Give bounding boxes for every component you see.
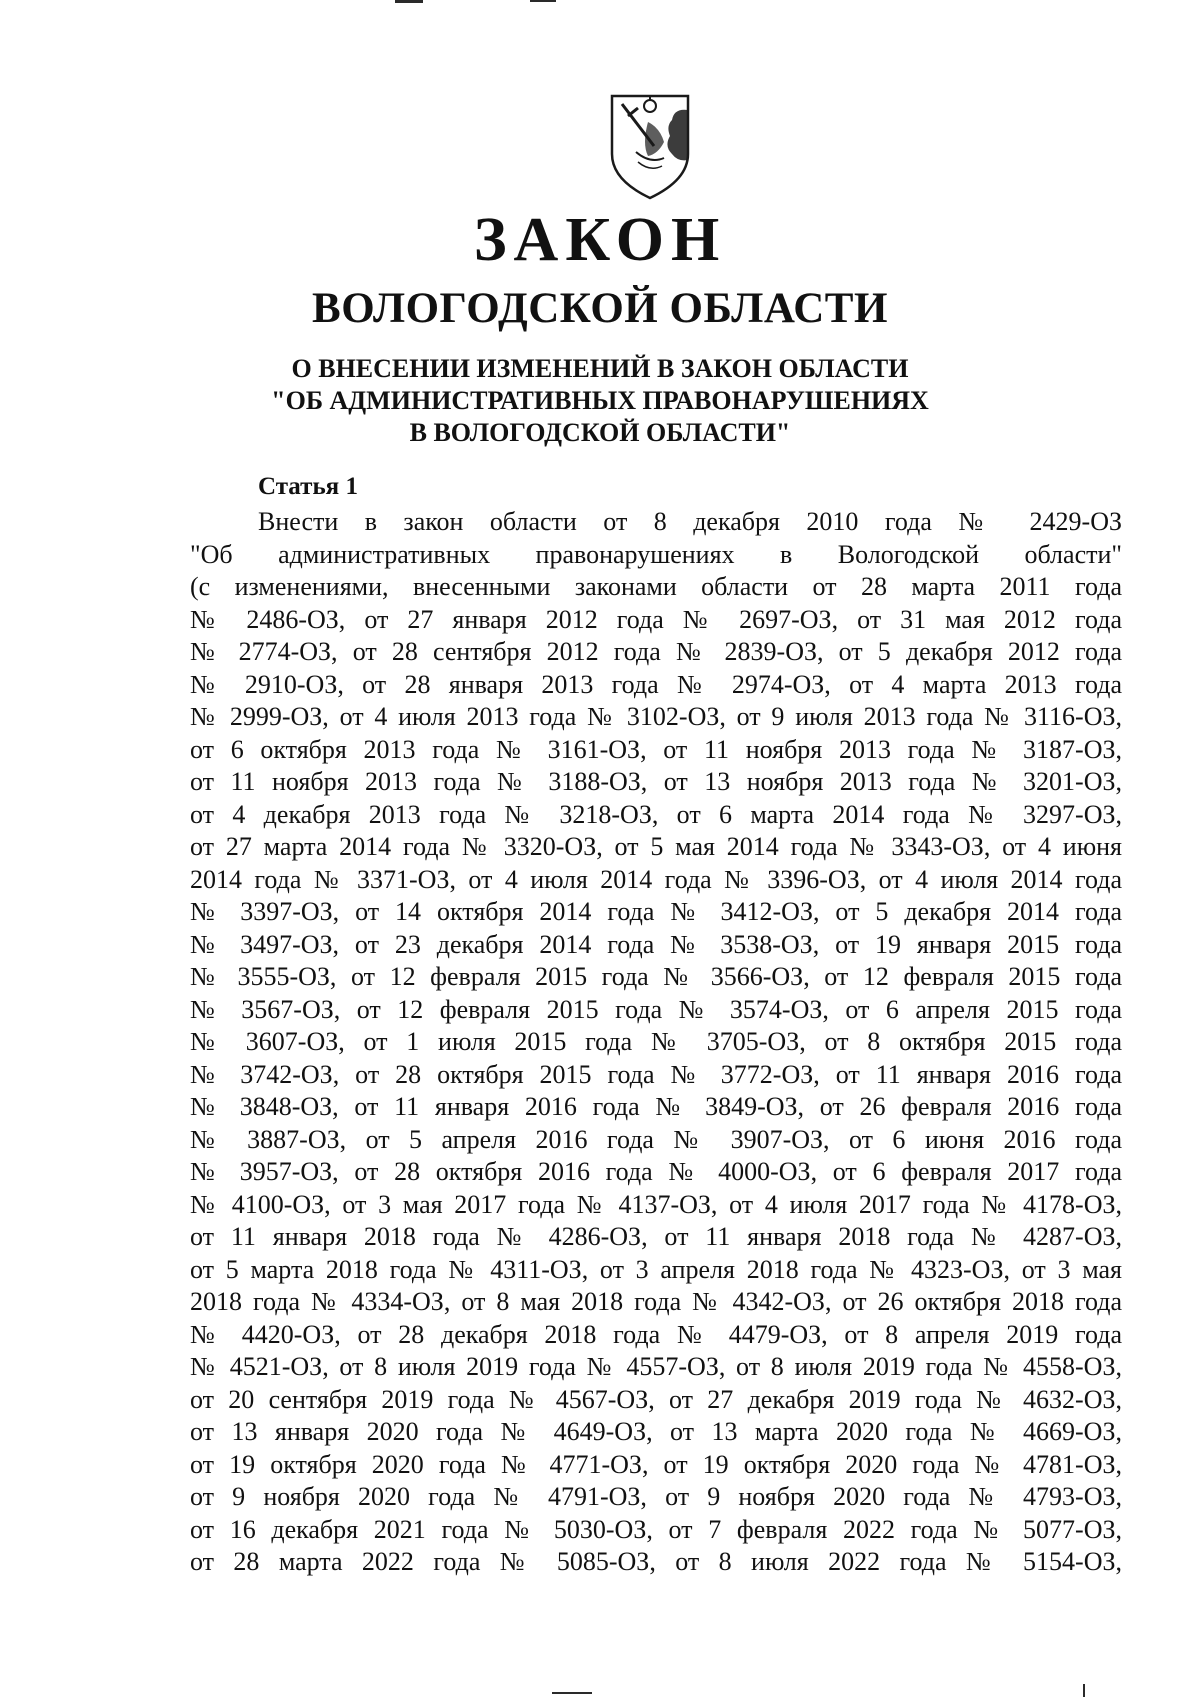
body-line: № 3497-ОЗ, от 23 декабря 2014 года № 3538-ОЗ, от 19 января 2015 года [190, 929, 1122, 959]
body-line: № 3397-ОЗ, от 14 октября 2014 года № 3412-ОЗ, от 5 декабря 2014 года [190, 897, 1122, 926]
body-line: № 2910-ОЗ, от 28 января 2013 года № 2974-ОЗ, от 4 марта 2013 года [190, 669, 1122, 699]
article-heading: Статья 1 [258, 473, 358, 500]
body-line: № 4521-ОЗ, от 8 июля 2019 года № 4557-ОЗ, от 8 июля 2019 года № 4558-ОЗ, [190, 1352, 1122, 1381]
body-line: № 3848-ОЗ, от 11 января 2016 года № 3849-ОЗ, от 26 февраля 2016 года [190, 1092, 1122, 1121]
coat-of-arms-icon [608, 92, 692, 202]
law-subject-line: "ОБ АДМИНИСТРАТИВНЫХ ПРАВОНАРУШЕНИЯХ [271, 386, 929, 415]
scan-artifact-top-right [530, 0, 556, 2]
body-line: от 6 октября 2013 года № 3161-ОЗ, от 11 ноября 2013 года № 3187-ОЗ, [190, 734, 1122, 764]
article-body [190, 506, 1122, 1579]
body-line: № 4420-ОЗ, от 28 декабря 2018 года № 4479-ОЗ, от 8 апреля 2019 года [190, 1319, 1122, 1349]
body-line: от 11 ноября 2013 года № 3188-ОЗ, от 13 ноября 2013 года № 3201-ОЗ, [190, 767, 1122, 796]
law-subject [0, 353, 1200, 449]
body-line: № 2486-ОЗ, от 27 января 2012 года № 2697-ОЗ, от 31 мая 2012 года [190, 604, 1122, 634]
body-line: № 3887-ОЗ, от 5 апреля 2016 года № 3907-ОЗ, от 6 июня 2016 года [190, 1124, 1122, 1154]
body-line: 2014 года № 3371-ОЗ, от 4 июля 2014 года № 3396-ОЗ, от 4 июля 2014 года [190, 864, 1122, 894]
body-line: Внести в закон области от 8 декабря 2010 года № 2429-ОЗ [258, 507, 1122, 536]
body-line: от 13 января 2020 года № 4649-ОЗ, от 13 марта 2020 года № 4669-ОЗ, [190, 1417, 1122, 1446]
body-line: от 11 января 2018 года № 4286-ОЗ, от 11 января 2018 года № 4287-ОЗ, [190, 1222, 1122, 1251]
body-line: № 3607-ОЗ, от 1 июля 2015 года № 3705-ОЗ, от 8 октября 2015 года [190, 1027, 1122, 1056]
body-line: от 28 марта 2022 года № 5085-ОЗ, от 8 июля 2022 года № 5154-ОЗ, [190, 1547, 1122, 1576]
body-line: № 3957-ОЗ, от 28 октября 2016 года № 4000-ОЗ, от 6 февраля 2017 года [190, 1157, 1122, 1186]
body-line: от 5 марта 2018 года № 4311-ОЗ, от 3 апреля 2018 года № 4323-ОЗ, от 3 мая [190, 1254, 1122, 1284]
body-line: от 27 марта 2014 года № 3320-ОЗ, от 5 мая 2014 года № 3343-ОЗ, от 4 июня [190, 832, 1122, 861]
body-line: от 19 октября 2020 года № 4771-ОЗ, от 19 октября 2020 года № 4781-ОЗ, [190, 1449, 1122, 1479]
body-line: 2018 года № 4334-ОЗ, от 8 мая 2018 года № 4342-ОЗ, от 26 октября 2018 года [190, 1287, 1122, 1316]
law-region: ВОЛОГОДСКОЙ ОБЛАСТИ [312, 285, 888, 332]
body-line: № 2774-ОЗ, от 28 сентября 2012 года № 2839-ОЗ, от 5 декабря 2012 года [190, 637, 1122, 666]
body-line: от 9 ноября 2020 года № 4791-ОЗ, от 9 ноября 2020 года № 4793-ОЗ, [190, 1482, 1122, 1511]
law-title: ЗАКОН [473, 206, 727, 274]
emblem-svg [608, 92, 692, 202]
body-line: (с изменениями, внесенными законами области от 28 марта 2011 года [190, 572, 1122, 601]
body-line: № 3567-ОЗ, от 12 февраля 2015 года № 3574-ОЗ, от 6 апреля 2015 года [190, 994, 1122, 1024]
body-line: "Об административных правонарушениях в Вологодской области" [190, 539, 1122, 569]
body-line: № 2999-ОЗ, от 4 июля 2013 года № 3102-ОЗ, от 9 июля 2013 года № 3116-ОЗ, [190, 702, 1122, 731]
law-subject-line: О ВНЕСЕНИИ ИЗМЕНЕНИЙ В ЗАКОН ОБЛАСТИ [291, 354, 909, 383]
law-subject-line: В ВОЛОГОДСКОЙ ОБЛАСТИ" [409, 418, 791, 447]
body-line: № 3555-ОЗ, от 12 февраля 2015 года № 3566-ОЗ, от 12 февраля 2015 года [190, 962, 1122, 991]
body-line: от 20 сентября 2019 года № 4567-ОЗ, от 27 декабря 2019 года № 4632-ОЗ, [190, 1384, 1122, 1414]
scan-artifact-bottom-right [1083, 1684, 1085, 1697]
body-line: от 4 декабря 2013 года № 3218-ОЗ, от 6 марта 2014 года № 3297-ОЗ, [190, 799, 1122, 829]
body-line: № 3742-ОЗ, от 28 октября 2015 года № 3772-ОЗ, от 11 января 2016 года [190, 1059, 1122, 1089]
body-line: № 4100-ОЗ, от 3 мая 2017 года № 4137-ОЗ, от 4 июля 2017 года № 4178-ОЗ, [190, 1189, 1122, 1219]
body-line: от 16 декабря 2021 года № 5030-ОЗ, от 7 февраля 2022 года № 5077-ОЗ, [190, 1514, 1122, 1544]
scan-artifact-top-left [395, 0, 423, 3]
scan-artifact-bottom [552, 1692, 592, 1694]
